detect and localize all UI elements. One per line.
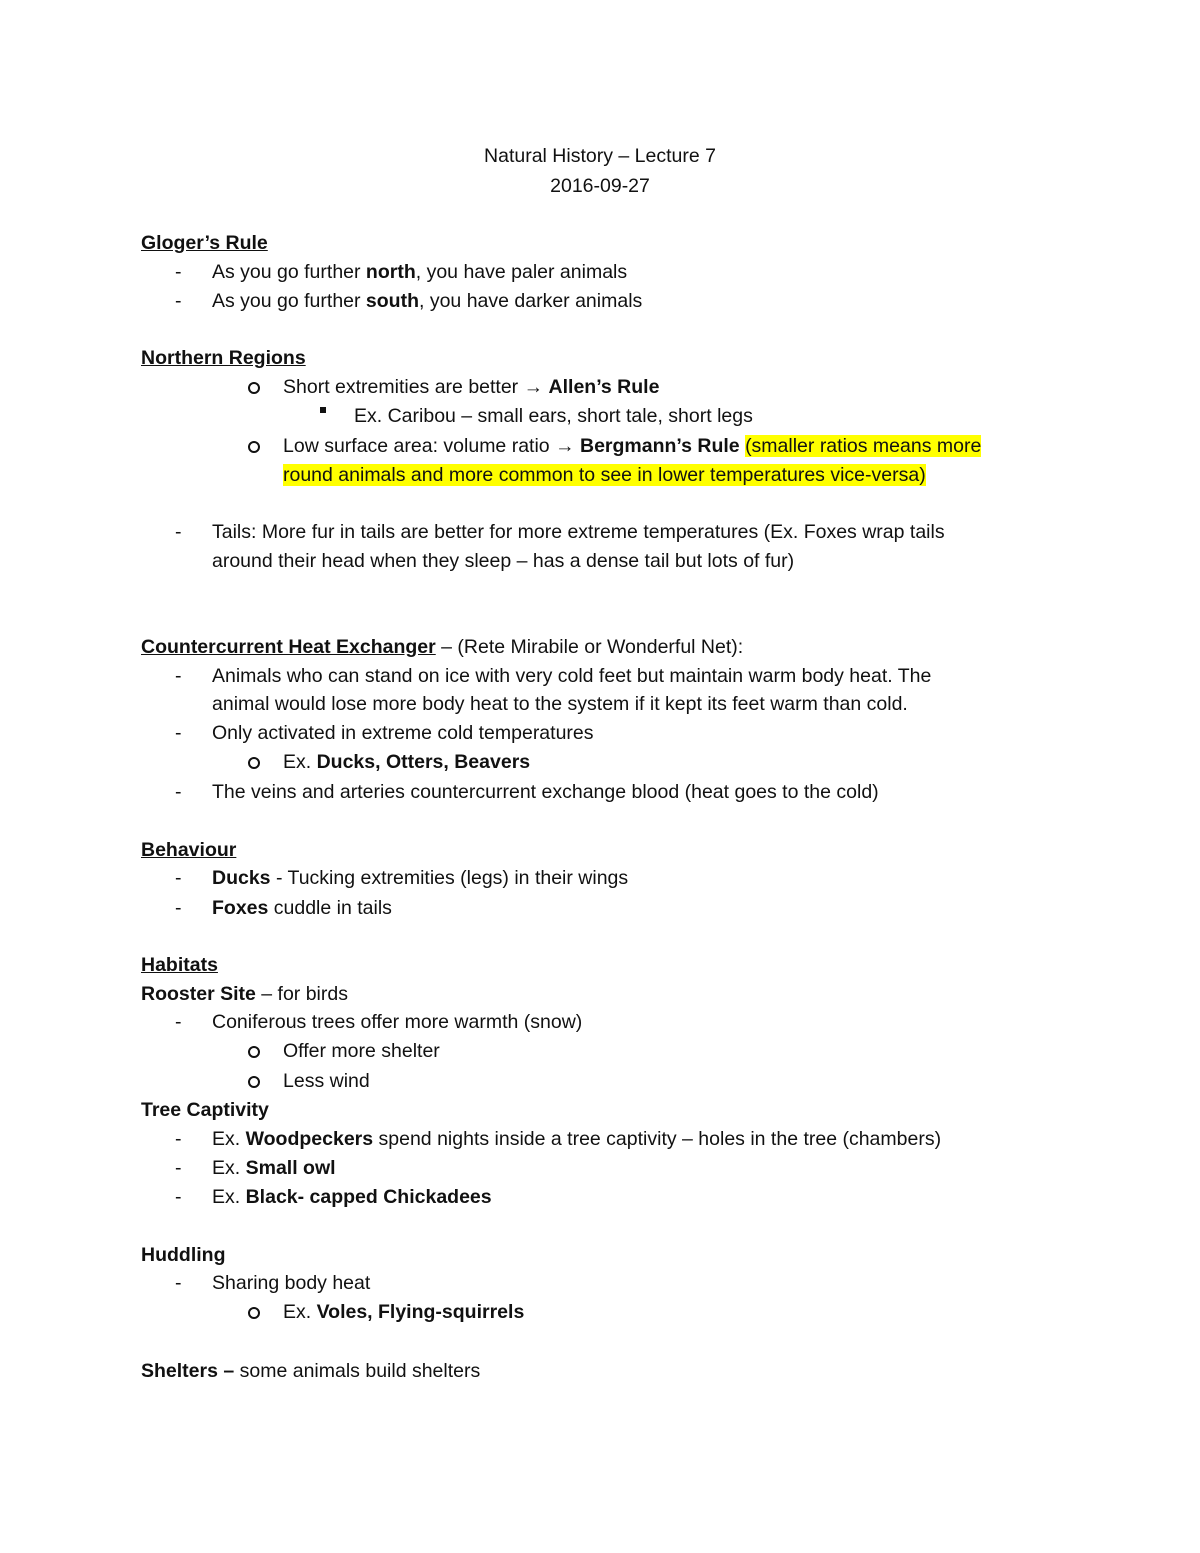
highlight-text: (smaller ratios means more [745, 435, 982, 457]
square-bullet-icon [320, 407, 326, 413]
bullet-dash: - [175, 1011, 182, 1033]
tree-bullet-2: Ex. Small owl [212, 1157, 336, 1179]
rooster-bullet-1: Coniferous trees offer more warmth (snow) [212, 1011, 583, 1033]
counter-bullet-3: The veins and arteries countercurrent exchange blood (heat goes to the cold) [212, 781, 879, 803]
counter-sub-1: Ex. Ducks, Otters, Beavers [283, 751, 531, 773]
bullet-dash: - [175, 1128, 182, 1150]
bullet-dash: - [175, 897, 182, 919]
highlight-text: round animals and more common to see in lower temperatures vice-versa) [283, 464, 926, 486]
northern-subsub-1: Ex. Caribou – small ears, short tale, short legs [354, 405, 753, 427]
behaviour-bullet-2: Foxes cuddle in tails [212, 897, 392, 919]
bullet-dash: - [175, 261, 182, 283]
huddling-sub-1: Ex. Voles, Flying-squirrels [283, 1301, 525, 1323]
behaviour-heading: Behaviour [141, 839, 237, 861]
counter-bullet-2: Only activated in extreme cold temperatures [212, 722, 594, 744]
tails-line-2: around their head when they sleep – has a dense tail but lots of fur) [212, 550, 795, 572]
bullet-dash: - [175, 521, 182, 543]
bullet-dash: - [175, 722, 182, 744]
tree-bullet-1: Ex. Woodpeckers spend nights inside a tree captivity – holes in the tree (chambers) [212, 1128, 942, 1150]
tree-captivity-heading: Tree Captivity [141, 1099, 269, 1121]
glogers-heading: Gloger’s Rule [141, 232, 268, 254]
northern-sub-2-cont [283, 463, 926, 487]
rooster-sub-2: Less wind [283, 1070, 370, 1092]
northern-sub-1: Short extremities are better → Allen’s Rule [283, 376, 660, 398]
habitats-heading: Habitats [141, 954, 218, 976]
circle-bullet-icon [248, 382, 260, 394]
circle-bullet-icon [248, 1076, 260, 1088]
circle-bullet-icon [248, 757, 260, 769]
arrow-right-icon: → [555, 435, 575, 457]
shelters-line: Shelters – some animals build shelters [141, 1360, 481, 1382]
rooster-heading: Rooster Site – for birds [141, 983, 348, 1005]
circle-bullet-icon [248, 441, 260, 453]
rooster-sub-1: Offer more shelter [283, 1040, 440, 1062]
behaviour-bullet-1: Ducks - Tucking extremities (legs) in their wings [212, 867, 629, 889]
doc-title: Natural History – Lecture 7 [484, 145, 716, 167]
counter-heading: Countercurrent Heat Exchanger – (Rete Mirabile or Wonderful Net): [141, 636, 744, 658]
bullet-dash: - [175, 665, 182, 687]
tree-bullet-3: Ex. Black- capped Chickadees [212, 1186, 492, 1208]
counter-bullet-1-cont: animal would lose more body heat to the system if it kept its feet warm than cold. [212, 693, 908, 715]
bullet-dash: - [175, 781, 182, 803]
bullet-dash: - [175, 1272, 182, 1294]
circle-bullet-icon [248, 1046, 260, 1058]
doc-date: 2016-09-27 [550, 175, 650, 197]
circle-bullet-icon [248, 1307, 260, 1319]
bullet-dash: - [175, 867, 182, 889]
tails-line-1: Tails: More fur in tails are better for more extreme temperatures (Ex. Foxes wrap tails [212, 521, 945, 543]
huddling-heading: Huddling [141, 1244, 226, 1266]
northern-sub-2: Low surface area: volume ratio → Bergmann’s Rule (smaller ratios means more [283, 435, 982, 457]
arrow-right-icon: → [523, 376, 544, 398]
bullet-dash: - [175, 1157, 182, 1179]
glogers-bullet-2: As you go further south, you have darker animals [212, 290, 643, 312]
bullet-dash: - [175, 290, 182, 312]
northern-heading: Northern Regions [141, 347, 306, 369]
bullet-dash: - [175, 1186, 182, 1208]
glogers-bullet-1: As you go further north, you have paler animals [212, 261, 628, 283]
counter-bullet-1: Animals who can stand on ice with very cold feet but maintain warm body heat. The [212, 665, 932, 687]
huddling-bullet-1: Sharing body heat [212, 1272, 371, 1294]
